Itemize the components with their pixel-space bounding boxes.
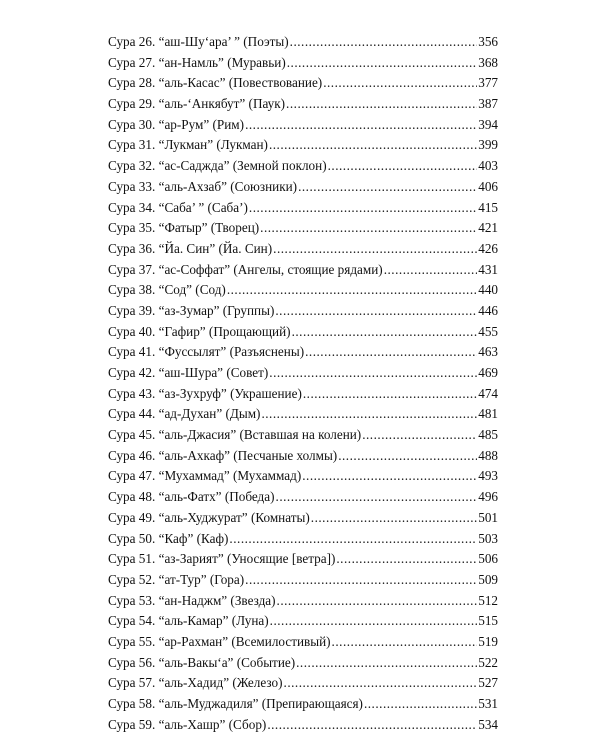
toc-page-number: 512 bbox=[478, 592, 498, 608]
toc-page-number: 431 bbox=[478, 261, 498, 277]
toc-entry-label: Сура 53. “ан-Наджм” (Звезда) bbox=[108, 592, 276, 608]
toc-row bbox=[108, 239, 498, 260]
toc-page-number: 531 bbox=[478, 696, 498, 711]
toc-row bbox=[108, 591, 498, 612]
dot-leader bbox=[296, 653, 477, 674]
toc-entry-label: Сура 51. “аз-Зарият” (Уносящие [ветра]) bbox=[108, 551, 336, 567]
toc-entry-label: Сура 31. “Лукман” (Лукман) bbox=[108, 137, 268, 153]
toc-entry-label: Сура 28. “аль-Касас” (Повествование) bbox=[108, 75, 323, 91]
toc-page-number: 399 bbox=[478, 137, 498, 153]
dot-leader bbox=[245, 570, 477, 591]
toc-page-number: 527 bbox=[478, 675, 498, 691]
toc-entry-label: Сура 37. “ас-Соффат” (Ангелы, стоящие рядами) bbox=[108, 261, 383, 277]
toc-row bbox=[108, 446, 498, 467]
toc-entry-label: Сура 33. “аль-Ахзаб” (Союзники) bbox=[108, 178, 298, 194]
toc-entry-label: Сура 29. “аль-‘Анкябут” (Паук) bbox=[108, 96, 286, 112]
toc-row bbox=[108, 342, 498, 363]
dot-leader bbox=[362, 425, 477, 446]
toc-row bbox=[108, 549, 498, 570]
toc-entry-label: Сура 48. “аль-Фатх” (Победа) bbox=[108, 489, 275, 505]
toc-entry-label: Сура 50. “Каф” (Каф) bbox=[108, 530, 229, 546]
dot-leader bbox=[298, 177, 477, 198]
dot-leader bbox=[261, 404, 477, 425]
toc-row bbox=[108, 466, 498, 487]
toc-entry-label: Сура 34. “Саба’ ” (Саба’) bbox=[108, 199, 248, 215]
toc-entry-label: Сура 26. “аш-Шу‘ара’ ” (Поэты) bbox=[108, 34, 289, 49]
dot-leader bbox=[276, 487, 478, 508]
toc-row bbox=[108, 156, 498, 177]
toc-row bbox=[108, 363, 498, 384]
toc-page-number: 469 bbox=[478, 365, 498, 380]
toc-row bbox=[108, 715, 498, 736]
dot-leader bbox=[338, 446, 477, 467]
toc-row bbox=[108, 218, 498, 239]
toc-page-number: 509 bbox=[478, 571, 498, 587]
dot-leader bbox=[290, 32, 478, 53]
dot-leader bbox=[303, 384, 477, 405]
dot-leader bbox=[267, 715, 477, 736]
toc-row bbox=[108, 260, 498, 281]
dot-leader bbox=[269, 363, 477, 384]
toc-row bbox=[108, 177, 498, 198]
toc-entry-label: Сура 47. “Мухаммад” (Мухаммад) bbox=[108, 468, 302, 484]
toc-row bbox=[108, 322, 498, 343]
toc-row bbox=[108, 115, 498, 136]
toc-page-number: 387 bbox=[478, 96, 498, 112]
toc-row bbox=[108, 570, 498, 591]
toc-entry-label: Сура 41. “Фуссылят” (Разъяснены) bbox=[108, 344, 305, 360]
toc-row bbox=[108, 404, 498, 425]
toc-entry-label: Сура 52. “ат-Тур” (Гора) bbox=[108, 571, 245, 587]
toc-entry-label: Сура 46. “аль-Ахкаф” (Песчаные холмы) bbox=[108, 447, 338, 463]
dot-leader bbox=[227, 280, 477, 301]
toc-page-number: 519 bbox=[478, 633, 498, 649]
dot-leader bbox=[336, 549, 477, 570]
toc-entry-label: Сура 56. “аль-Вакы‘а” (Событие) bbox=[108, 654, 296, 670]
toc-entry-label: Сура 55. “ар-Рахман” (Всемилостивый) bbox=[108, 633, 331, 649]
toc-row bbox=[108, 611, 498, 632]
dot-leader bbox=[364, 694, 477, 715]
toc-page-number: 474 bbox=[478, 385, 498, 401]
toc-row bbox=[108, 384, 498, 405]
toc-page-number: 506 bbox=[478, 551, 498, 567]
dot-leader bbox=[286, 94, 477, 115]
toc-entry-label: Сура 27. “ан-Намль” (Муравьи) bbox=[108, 54, 286, 70]
toc-page-number: 522 bbox=[478, 654, 498, 670]
toc-row bbox=[108, 508, 498, 529]
toc-row bbox=[108, 529, 498, 550]
toc-row bbox=[108, 198, 498, 219]
dot-leader bbox=[249, 198, 477, 219]
dot-leader bbox=[275, 301, 477, 322]
dot-leader bbox=[384, 260, 478, 281]
dot-leader bbox=[287, 53, 477, 74]
dot-leader bbox=[302, 466, 477, 487]
toc-row bbox=[108, 487, 498, 508]
toc-page-number: 403 bbox=[478, 158, 498, 174]
dot-leader bbox=[270, 611, 478, 632]
toc-entry-label: Сура 42. “аш-Шура” (Совет) bbox=[108, 365, 269, 380]
toc-row bbox=[108, 94, 498, 115]
toc-page-number: 534 bbox=[478, 716, 498, 732]
toc-entry-label: Сура 49. “аль-Худжурат” (Комнаты) bbox=[108, 509, 310, 525]
dot-leader bbox=[229, 529, 477, 550]
toc-entry-label: Сура 43. “аз-Зухруф” (Украшение) bbox=[108, 385, 302, 401]
dot-leader bbox=[273, 239, 477, 260]
table-of-contents bbox=[108, 32, 498, 735]
toc-entry-label: Сура 54. “аль-Камар” (Луна) bbox=[108, 613, 269, 629]
toc-entry-label: Сура 32. “ас-Саджда” (Земной поклон) bbox=[108, 158, 327, 174]
toc-entry-label: Сура 57. “аль-Хадид” (Железо) bbox=[108, 675, 283, 691]
toc-row bbox=[108, 53, 498, 74]
toc-entry-label: Сура 35. “Фатыр” (Творец) bbox=[108, 220, 260, 236]
toc-page-number: 503 bbox=[478, 530, 498, 546]
toc-page-number: 421 bbox=[478, 220, 498, 236]
toc-entry-label: Сура 40. “Гафир” (Прощающий) bbox=[108, 323, 291, 339]
toc-entry-label: Сура 38. “Сод” (Сод) bbox=[108, 282, 226, 298]
dot-leader bbox=[269, 135, 477, 156]
toc-page-number: 501 bbox=[478, 509, 498, 525]
toc-entry-label: Сура 30. “ар-Рум” (Рим) bbox=[108, 116, 245, 132]
toc-row bbox=[108, 301, 498, 322]
dot-leader bbox=[305, 342, 477, 363]
toc-page-number: 485 bbox=[478, 427, 498, 443]
toc-page-number: 493 bbox=[478, 468, 498, 484]
dot-leader bbox=[332, 632, 478, 653]
toc-page-number: 446 bbox=[478, 302, 498, 318]
dot-leader bbox=[284, 673, 478, 694]
dot-leader bbox=[311, 508, 477, 529]
dot-leader bbox=[292, 322, 478, 343]
dot-leader bbox=[245, 115, 477, 136]
toc-row bbox=[108, 632, 498, 653]
toc-row bbox=[108, 653, 498, 674]
toc-page-number: 515 bbox=[478, 613, 498, 629]
toc-entry-label: Сура 45. “аль-Джасия” (Вставшая на колени) bbox=[108, 427, 362, 443]
toc-page-number: 440 bbox=[478, 282, 498, 298]
toc-row bbox=[108, 425, 498, 446]
toc-page-number: 463 bbox=[478, 344, 498, 360]
toc-entry-label: Сура 58. “аль-Муджадиля” (Препирающаяся) bbox=[108, 696, 363, 711]
toc-row bbox=[108, 280, 498, 301]
toc-page-number: 496 bbox=[478, 489, 498, 505]
toc-page-number: 455 bbox=[478, 323, 498, 339]
toc-page-number: 406 bbox=[478, 178, 498, 194]
toc-page-number: 488 bbox=[478, 447, 498, 463]
toc-row bbox=[108, 673, 498, 694]
toc-page-number: 377 bbox=[478, 75, 498, 91]
dot-leader bbox=[323, 73, 477, 94]
toc-page-number: 415 bbox=[478, 199, 498, 215]
dot-leader bbox=[328, 156, 478, 177]
toc-entry-label: Сура 39. “аз-Зумар” (Группы) bbox=[108, 302, 275, 318]
dot-leader bbox=[277, 591, 478, 612]
toc-page-number: 426 bbox=[478, 240, 498, 256]
toc-entry-label: Сура 36. “Йа. Син” (Йа. Син) bbox=[108, 240, 273, 256]
toc-entry-label: Сура 59. “аль-Хашр” (Сбор) bbox=[108, 716, 267, 732]
toc-page-number: 356 bbox=[478, 34, 498, 49]
toc-row bbox=[108, 32, 498, 53]
toc-page-number: 368 bbox=[478, 54, 498, 70]
toc-page-number: 481 bbox=[478, 406, 498, 422]
toc-row bbox=[108, 694, 498, 715]
toc-entry-label: Сура 44. “ад-Духан” (Дым) bbox=[108, 406, 261, 422]
toc-row bbox=[108, 135, 498, 156]
toc-row bbox=[108, 73, 498, 94]
dot-leader bbox=[260, 218, 477, 239]
toc-page-number: 394 bbox=[478, 116, 498, 132]
